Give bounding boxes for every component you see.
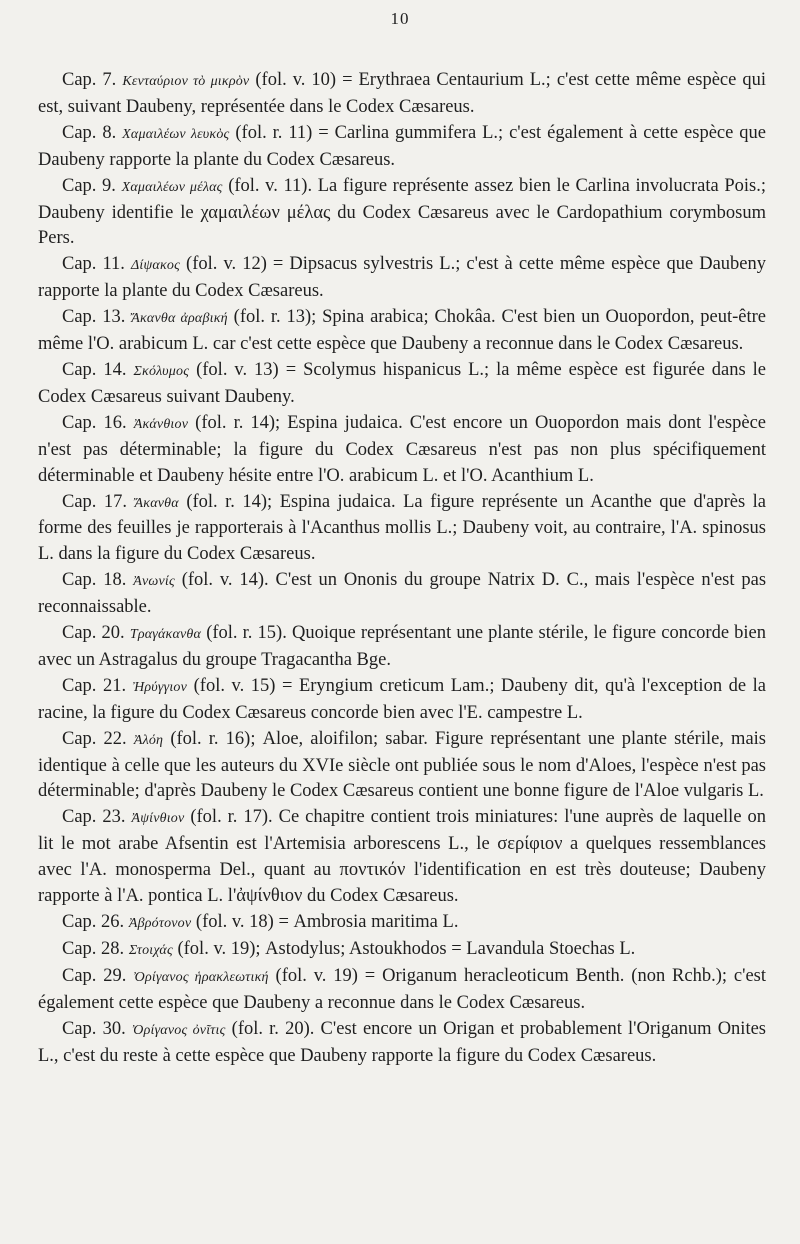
chapter-number: Cap. 9. [62,175,116,196]
paragraph-text: (fol. r. 16); Aloe, aloifilon; sabar. Figure représentant une plante stérile, mais identique à celle que les auteurs du XVIe siècle ont publiée sous le nom d'Aloes, l'espèce n'est pas déterminable; d'après Daubeny le Codex Cæsareus contient une bonne figure de l'Aloe vulgaris L. [38,728,766,802]
chapter-number: Cap. 7. [62,70,117,90]
chapter-number: Cap. 17. [62,491,128,512]
paragraph-text: (fol. v. 18) = Ambrosia maritima L. [195,912,459,932]
paragraph-text: (fol. v. 11). La figure représente assez bien le Carlina involucrata Pois.; Daubeny identifie le χαμαιλέων μέλας du Codex Cæsareus avec le Cardopathium corymbosum Pers. [38,175,767,249]
chapter-number: Cap. 22. [62,728,127,749]
paragraph [38,1017,766,1070]
paragraph [38,937,766,964]
paragraph-text: (fol. v. 15) = Eryngium creticum Lam.; Daubeny dit, qu'à l'exception de la racine, la figure du Codex Cæsareus concorde bien avec l'E. campestre L. [38,675,767,723]
paragraph [38,68,766,121]
greek-name: Ἀλόη [133,732,164,748]
greek-name: Στοιχάς [128,942,173,958]
paragraph [38,121,766,174]
chapter-number: Cap. 23. [62,807,126,828]
greek-name: Χαμαιλέων μέλας [121,179,223,195]
greek-name: Ἀβρότονον [128,916,192,931]
paragraph [38,964,766,1017]
greek-name: Ἀψίνθιον [131,811,185,827]
greek-name: Ἠρύγγιον [132,679,188,695]
greek-name: Τραγάκανθα [129,627,202,643]
paragraph-text: (fol. v. 13) = Scolymus hispanicus L.; la même espèce est figurée dans le Codex Cæsareus suivant Daubeny. [38,359,767,407]
chapter-number: Cap. 29. [62,965,127,986]
chapter-number: Cap. 20. [62,623,125,644]
paragraph [38,568,766,621]
chapter-number: Cap. 8. [62,122,117,143]
page-number: 10 [390,9,410,28]
chapter-number: Cap. 21. [62,675,127,696]
paragraph [38,174,766,253]
paragraph-text: (fol. r. 13); Spina arabica; Chokâa. C'est bien un Ouopordon, peut-être même l'O. arabicum L. car c'est cette espèce que Daubeny a reconnue dans le Codex Cæsareus. [38,307,767,355]
chapter-number: Cap. 30. [62,1018,126,1039]
paragraph-text: (fol. r. 17). Ce chapitre contient trois miniatures: l'une auprès de laquelle on lit le mot arabe Afsentin est l'Artemisia arborescens L., le σερίφιον a quelques ressemblances avec l'A. monosperma Del., quant au ποντικόν l'identification en est très douteuse; Daubeny rapporte à l'A. pontica L. l'ἀψίνθιον du Codex Cæsareus. [38,807,766,907]
paragraph-text: (fol. r. 15). Quoique représentant une plante stérile, le figure concorde bien avec un Astragalus du groupe Tragacantha Bge. [38,623,767,670]
greek-name: Ὀρίγανος ὀνῖτις [131,1022,226,1038]
chapter-number: Cap. 13. [62,307,126,328]
chapter-number: Cap. 14. [62,359,127,380]
paragraph [38,252,766,305]
paragraph [38,805,766,910]
paragraph [38,411,766,490]
paragraph-text: (fol. r. 14); Espina judaica. C'est encore un Ouopordon mais dont l'espèce n'est pas déterminable; la figure du Codex Cæsareus n'est pas non plus spécifiquement déterminable et Daubeny hésite entre l'O. arabicum L. et l'O. Acanthium L. [38,412,766,486]
chapter-number: Cap. 26. [62,912,125,932]
greek-name: Ἀνωνίς [133,574,175,590]
chapter-number: Cap. 28. [62,938,125,959]
paragraph-text: (fol. v. 14). C'est un Ononis du groupe Natrix D. C., mais l'espèce n'est pas reconnaissable. [38,570,767,618]
greek-name: Δίψακος [131,258,180,274]
paragraph [38,910,766,937]
greek-name: Σκόλυμος [133,363,190,379]
greek-name: Χαμαιλέων λευκὸς [122,126,230,142]
paragraph-text: (fol. r. 20). C'est encore un Origan et probablement l'Origanum Onites L., c'est du reste à cette espèce que Daubeny rapporte la figure du Codex Cæsareus. [38,1018,766,1066]
greek-name: Ἄκανθα ἀραβική [131,311,228,327]
paragraph-text: (fol. r. 11) = Carlina gummifera L.; c'est également à cette espèce que Daubeny rapporte la plante du Codex Cæsareus. [38,122,766,170]
paragraph [38,674,766,727]
greek-name: Ἀκάνθιον [133,416,189,432]
paragraph-text: (fol. r. 14); Espina judaica. La figure représente un Acanthe que d'après la forme des feuilles je rapporterais à l'Acanthus mollis L.; Daubeny voit, au contraire, l'A. spinosus L. dans la figure du Codex Cæsareus. [38,491,766,565]
paragraph-text: (fol. v. 19); Astodylus; Astoukhodos = Lavandula Stoechas L. [177,938,636,959]
paragraph-text: (fol. v. 10) = Erythraea Centaurium L.; c'est cette même espèce qui est, suivant Daubeny, représentée dans le Codex Cæsareus. [38,70,767,117]
paragraph [38,621,766,674]
chapter-number: Cap. 11. [62,254,125,275]
greek-name: Ὀρίγανος ἡρακλεωτική [133,969,269,985]
paragraph [38,305,766,358]
paragraph [38,490,766,569]
greek-name: Ἄκανθα [134,495,179,511]
paragraph-text: (fol. v. 12) = Dipsacus sylvestris L.; c'est à cette même espèce que Daubeny rapporte la plante du Codex Cæsareus. [38,254,767,302]
paragraph [38,727,766,806]
greek-name: Κενταύριον τὸ μικρὸν [122,74,250,89]
body-text [38,68,766,1069]
chapter-number: Cap. 16. [62,412,127,433]
paragraph-text: (fol. v. 19) = Origanum heracleoticum Benth. (non Rchb.); c'est également cette espèce que Daubeny a reconnue dans le Codex Cæsareus. [38,965,766,1013]
chapter-number: Cap. 18. [62,570,127,591]
paragraph [38,358,766,411]
